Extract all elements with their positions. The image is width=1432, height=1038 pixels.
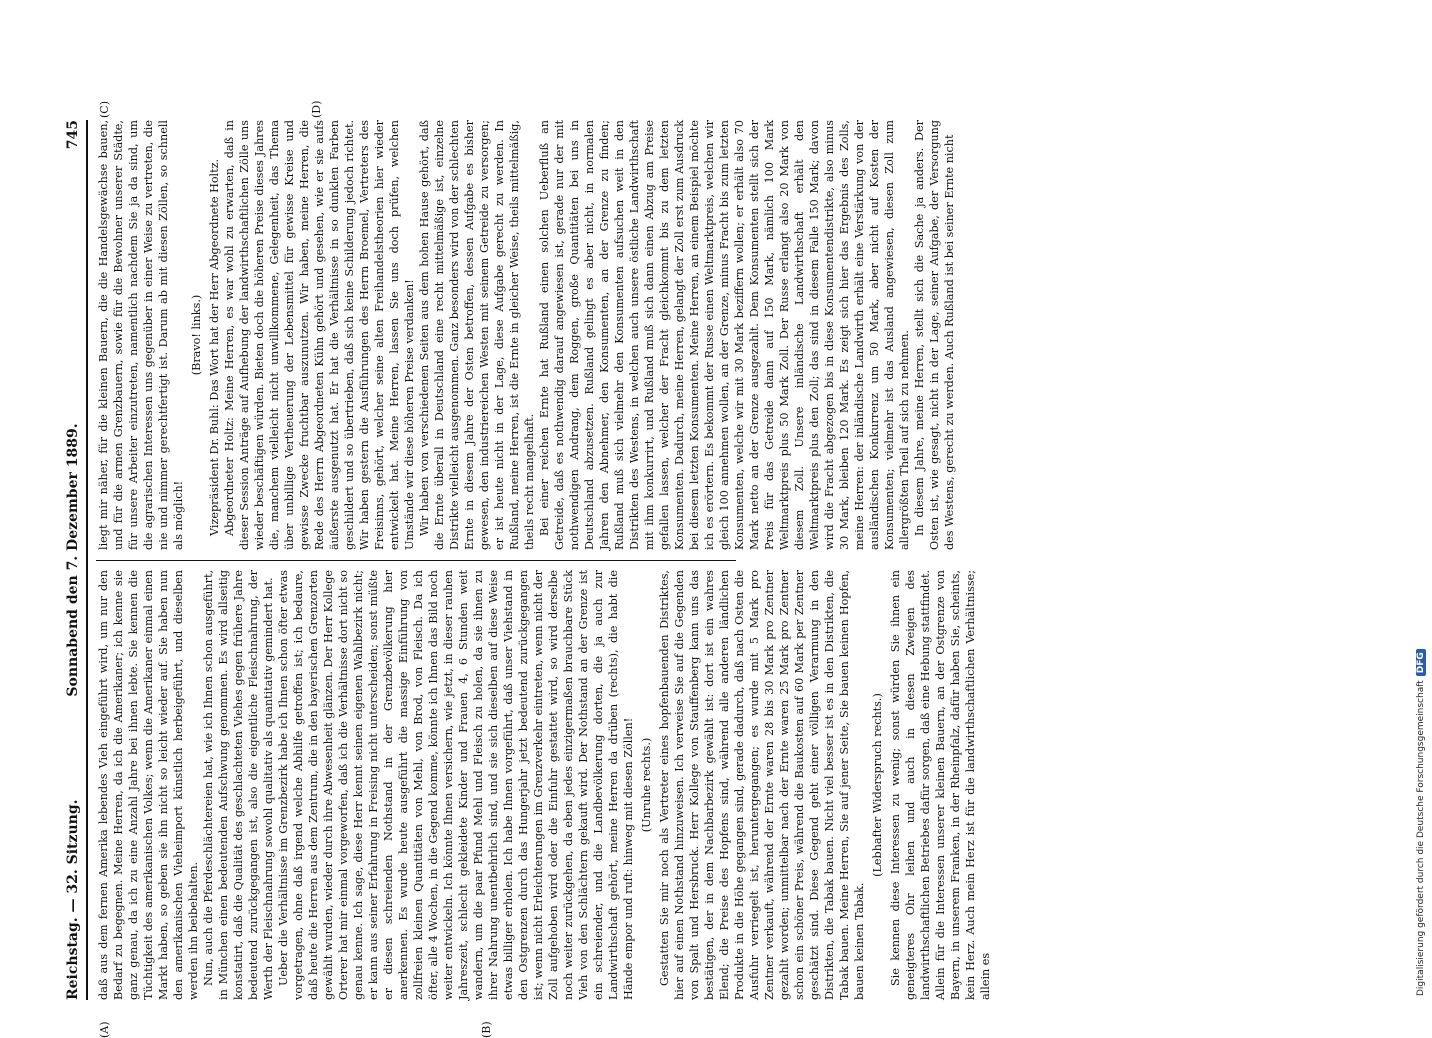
margin-marker-d: (D) (310, 100, 323, 118)
speaker-paragraph: Abgeordneter Holtz: Meine Herren, es war wohl zu erwarten, daß in dieser Session Anträge auf Aufhebung der landwirthschaftlichen Zölle uns wieder beschäftigen würden. Bieten doch die höheren Preise dieses Jahres die, manchem vielleicht nicht unwillkommene, Gelegenheit, das Thema über unbillige Vertheuerung der Lebensmittel für gewisse Kreise und gewisse Zwecke fruchtbar auszunutzen. Wir haben, meine Herren, die Rede des Herrn Abgeordneten Kühn gehört und gesehen, wie er sie aufs äußerste ausgenutzt hat. Er hat die Verhältnisse in so dunklen Farben geschildert und so übertrieben, daß sich keine Schilderung jedoch richtet. Wir haben gestern die Ausführungen des Herrn Broemel, Vertreters des Freisinns, gehört, welcher seine alten Freihandelstheorien hier wieder entwickelt hat. Meine Herren, lassen Sie uns doch prüfen, welchen Umstände wir diese höheren Preise verdanken! (223, 120, 416, 550)
paragraph: Wir haben von verschiedenen Seiten aus dem hohen Hause gehört, daß die Ernte überall in Deutschland eine recht mittelmäßige ist, einzelne Distrikte vielleicht ausgenommen. Ganz besonders wird von der schlechten Ernte in diesem Jahre der Osten betroffen, dessen Aufgabe es bisher gewesen, den industriereichen Westen mit seinem Getreide zu versorgen; er ist heute nicht in der Lage, diese Aufgabe gerecht zu werden. In Rußland, meine Herren, ist die Ernte in gleicher Weise, theils mittelmäßig, theils recht mangelhaft. (418, 120, 536, 550)
page-header (60, 120, 88, 1000)
stage-direction: (Bravo! links.) (190, 294, 203, 376)
column-divider (96, 560, 736, 561)
dfg-logo: DFG (1416, 649, 1426, 676)
paragraph: Nun, auch die Pferdeschlächtereien hat, wie ich Ihnen schon ausgeführt, in München einen bedeutenden Aufschwung genommen. Es wird allseitig konstatirt, daß die Qualität des geschlachteten Viehes gegen frühere Jahre bedeutend zurückgegangen ist, also die eigentliche Fleischnahrung, der Werth der Fleischnahrung sowohl qualitativ als quantitativ gemindert hat. (202, 570, 275, 1000)
right-column (96, 120, 956, 550)
header-session: Reichstag. — 32. Sitzung. (65, 799, 81, 1000)
paragraph: daß aus dem fernen Amerika lebendes Vieh eingeführt wird, um nur den Bedarf zu begegnen. Meine Herren, da ich die Amerikaner; ich kenne sie ganz genau, da ich zu eine Anzahl Jahre bei ihnen lebte. Sie kennen die Tüchtigkeit des amerikanischen Volkes; wenn die Amerikaner einmal einen Markt haben, so geben sie ihn nicht so leicht wieder auf. Sie haben nun den amerikanischen Vieheimport künstlich herbeigeführt, und dieselben werden ihn beibehalten. (97, 570, 200, 1000)
paragraph: Sie kennen diese Interessen zu wenig; sonst würden Sie ihnen ein geneigteres Ohr leihen und auch in diesen Zweigen des landwirthschaftlichen Betriebes dafür sorgen, daß eine Hebung stattfindet. Allein für die Interessen unserer kleinen Bauern, an der Ostgrenze von Bayern, in unserem Franken, in der Rheinpfalz, dafür haben Sie, scheints, kein Herz. Auch mein Herz ist für die landwirthschaftlichen Verhältnisse; allein es (889, 570, 992, 1000)
paragraph: In diesem Jahre, meine Herren, stellt sich die Sache ja anders. Der Osten ist, wie gesagt, nicht in der Lage, seiner Aufgabe, der Versorgung des Westens, gerecht zu werden. Auch Rußland ist bei seiner Ernte nicht (913, 120, 956, 550)
page-number: 745 (65, 120, 81, 150)
paragraph: Bei einer reichen Ernte hat Rußland einen solchen Ueberfluß an Getreide, daß es nothwendig darauf angewiesen ist, gerade nur der mit nothwendigen Andrang, dem Roggen, große Quantitäten bei uns in Deutschland abzusetzen. Rußland gelingt es aber nicht, in normalen Jahren den Abnehmer, den Konsumenten, an der Grenze zu finden; Rußland muß sich vielmehr den Konsumenten aufsuchen weit in den Distrikten des Westens, in welchen auch unsere östliche Landwirthschaft mit ihm konkurrirt, und Rußland muß sich dann einen Abzug am Preise gefallen lassen, welcher der Fracht gleichkommt bis zu dem letzten Konsumenten. Dadurch, meine Herren, gelangt der Zoll erst zum Ausdruck bei diesem letzten Konsumenten. Meine Herren, an einem Beispiel möchte ich es erörtern. Es bekommt der Russe einen Weltmarktpreis, welchen wir gleich 100 annehmen wollen, an der Grenze, minus Fracht bis zum letzten Konsumenten, welche wir mit 30 Mark beziffern wollen; er erhält also 70 Mark netto an der Grenze ausgezahlt. Dem Konsumenten stellt sich der Preis für das Getreide dann auf 150 Mark, nämlich 100 Mark Weltmarktpreis plus 50 Mark Zoll. Der Russe erlangt also 20 Mark von diesem Zoll. Unsere inländische Landwirthschaft erhält den Weltmarktpreis plus den Zoll; das sind in diesem Falle 150 Mark; davon wird die Fracht abgezogen bis in diese Konsumentendistrikte, also minus 30 Mark, bleiben 120 Mark. Es zeigt sich hier das Ergebnis des Zolls, meine Herren: der inländische Landwirth erhält eine Verstärkung von der ausländischen Konkurrenz um 50 Mark, aber nicht auf Kosten der Konsumenten; vielmehr ist das Ausland angewiesen, diesen Zoll zum allergrößten Theil auf sich zu nehmen. (538, 120, 911, 550)
digitization-credit (1416, 649, 1426, 996)
stage-direction: (Unruhe rechts.) (640, 737, 653, 833)
rotated-page (60, 100, 992, 1038)
credit-text: Digitalisierung gefördert durch die Deutsche Forschungsgemeinschaft (1416, 680, 1426, 996)
header-date: Sonnabend den 7. Dezember 1889. (65, 423, 81, 697)
paragraph: Gestatten Sie mir noch als Vertreter eines hopfenbauenden Distriktes, hier auf einen Nothstand hinzuweisen. Ich verweise Sie auf die Gegenden von Spalt und Hersbruck. Herr Kollege von Stauffenberg kann uns das bestätigen, der in dem Nachbarbezirk gewählt ist: dort ist ein wahres Elend; die Preise des Hopfens sind, während alle anderen ländlichen Produkte in die Höhe gegangen sind, gerade dadurch, daß nach Osten die Ausfuhr verriegelt ist, heruntergegangen; es wurde mit 5 Mark pro Zentner verkauft, während der Ernte waren 28 bis 30 Mark pro Zentner gezahlt worden; unmittelbar nach der Ernte waren 25 Mark pro Zentner schon ein schöner Preis, während die Baukosten auf 60 Mark per Zentner geschätzt sind. Diese Gegend geht einer völligen Verarmung in den Distrikten, die Tabak bauen. Nicht viel besser ist es in den Distrikten, die Tabak bauen. Meine Herren, Sie auf jener Seite, Sie bauen keinen Hopfen, bauen keinen Tabak. (658, 570, 866, 1000)
left-column (96, 570, 992, 1000)
margin-marker-c: (C) (98, 101, 111, 118)
margin-marker-b: (B) (480, 1021, 493, 1038)
paragraph: liegt mir näher, für die kleinen Bauern, die die Handelsgewächse bauen, und für die armen Grenzbauern, sowie für die Bewohner unserer Städte, für unsere Arbeiter einzutreten, namentlich nachdem Sie ja da sind, um die agrarischen Interessen uns gegenüber in einer Weise zu vertreten, die nie und nimmer gerechtfertigt ist. Darum ab mit diesen Zöllen, so schnell als möglich! (97, 120, 185, 550)
speaker-paragraph: Vizepräsident Dr. Buhl: Das Wort hat der Herr Abgeordnete Holtz. (208, 158, 221, 536)
paragraph: Ueber die Verhältnisse im Grenzbezirk habe ich Ihnen schon öfter etwas vorgetragen, ohne daß irgend welche Abhilfe getroffen ist; ich bedaure, daß heute die Herren aus dem Zentrum, die in den bayerischen Grenzorten gewählt wurden, wieder durch ihre Abwesenheit glänzen. Der Herr Kollege Orterer hat mir einmal vorgeworfen, daß ich die Verhältnisse dort nicht so genau kenne. Ich sage, diese Herr kennt seinen eigenen Wahlbezirk nicht; er kann aus seiner Erfahrung in Freising nicht unterscheiden; sonst müßte er diesen schreienden Nothstand in der Grenzbevölkerung hier anerkennen. Es wurde heute ausgeführt die massige Einführung von zollfreien kleinen Quantitäten von Mehl, von Brod, von Fleisch. Da ich öfter, alle 4 Wochen, in die Gegend komme, könnte ich Ihnen das Bild noch weiter entwickeln. Ich könnte Ihnen versichern, wie jetzt, in dieser rauhen Jahreszeit, schlecht gekleidete Kinder und Frauen 4, 6 Stunden weit wandern, um die paar Pfund Mehl und Fleisch zu holen, da sie ihnen zu ihrer Nahrung unentbehrlich sind, und sie sich dieselben auf diese Weise etwas billiger erholen. Ich habe Ihnen vorgeführt, daß unser Viehstand in den Ostgrenzen durch das Hungerjahr jetzt bedeutend zurückgegangen ist; wenn nicht Erleichterungen im Grenzverkehr eintreten, wenn nicht der Zoll aufgehoben wird oder die Einfuhr gestattet wird, so wird derselbe noch weiter zurückgehen, da eben jedes einzigermaßen brauchbare Stück Vieh von den Schlächtern gekauft wird. Der Nothstand an der Grenze ist ein schreiender, und die Landbevölkerung dorten, die ja auch zur Landwirthschaft gehört, meine Herren da drüben (rechts), die habt die Hände empor und ruft: hinweg mit diesen Zöllen! (277, 570, 635, 1000)
margin-marker-a: (A) (98, 1021, 111, 1038)
stage-direction: (Lebhafter Widerspruch rechts.) (871, 693, 884, 877)
